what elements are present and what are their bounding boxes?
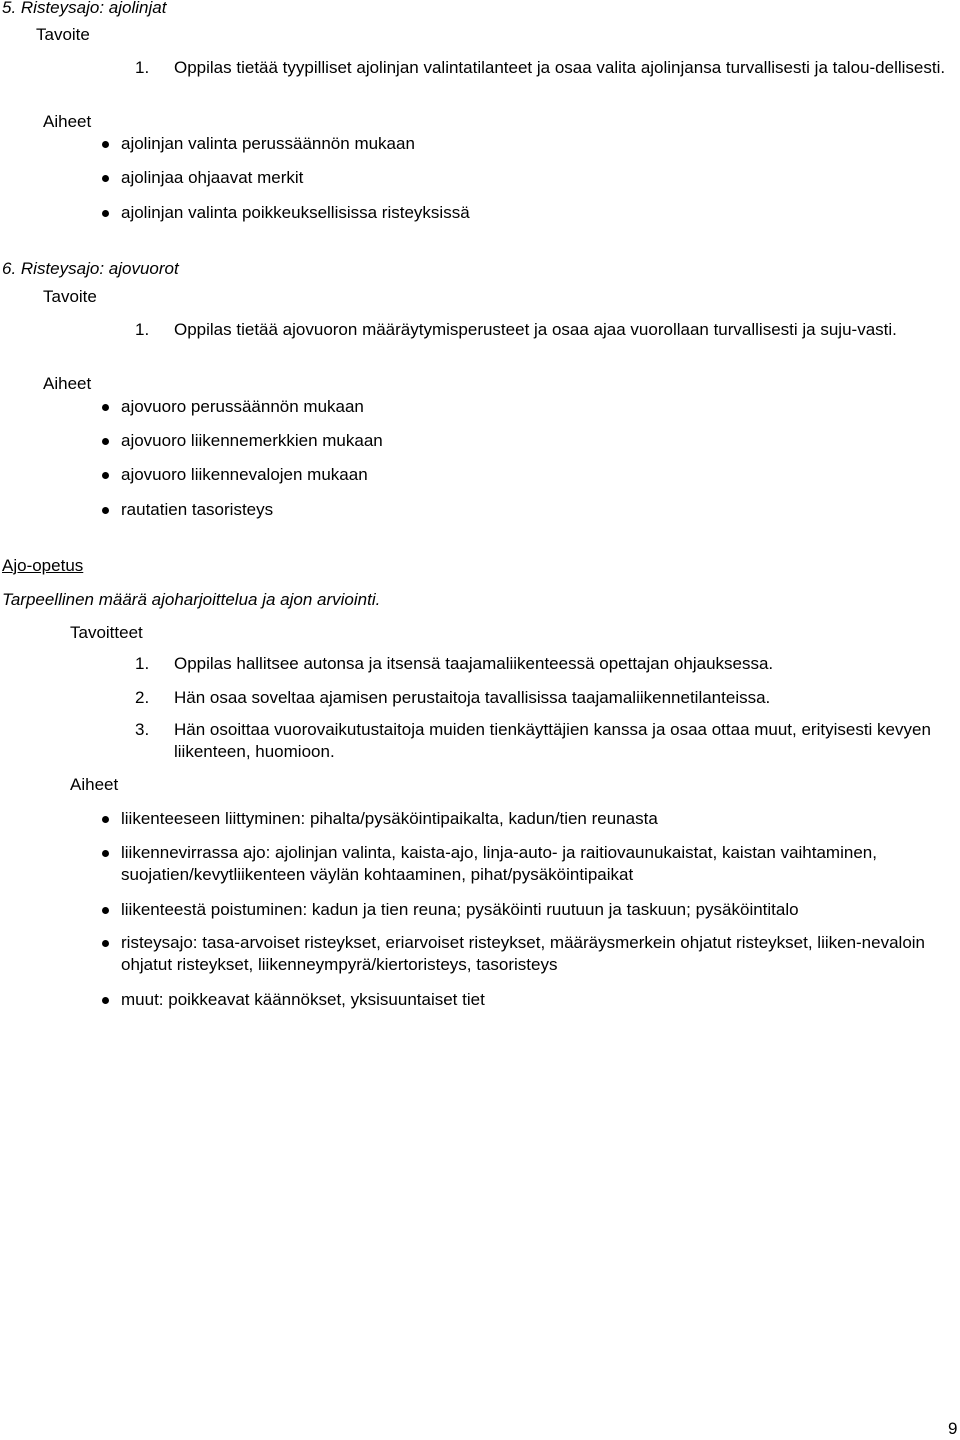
page-number: 9 [948,1419,958,1438]
bullet-icon [102,997,109,1004]
ajo-opetus-subtitle: Tarpeellinen määrä ajoharjoittelua ja ajon arviointi. [2,590,381,609]
ajo-opetus-goal-number: 3. [135,720,150,739]
ajo-opetus-goals-label: Tavoitteet [70,623,143,642]
ajo-opetus-topic: muut: poikkeavat käännökset, yksisuuntaiset tiet [121,990,485,1009]
section-5-topic: ajolinjaa ohjaavat merkit [121,168,304,187]
ajo-opetus-goal-number: 2. [135,688,150,707]
ajo-opetus-topic: liikenteeseen liittyminen: pihalta/pysäköintipaikalta, kadun/tien reunasta [121,809,658,828]
bullet-icon [102,438,109,445]
section-6-goal-text: Oppilas tietää ajovuoron määräytymisperusteet ja osaa ajaa vuorollaan turvallisesti ja suju-vasti. [174,320,897,339]
bullet-icon [102,507,109,514]
ajo-opetus-topic: risteysajo: tasa-arvoiset risteykset, eriarvoiset risteykset, määräysmerkein ohjatut risteykset, liiken-nevaloin ohjatut risteykset, liikenneympyrä/kiertoristeys, tasoristeys [121,933,926,974]
bullet-icon [102,907,109,914]
section-6-heading: 6. Risteysajo: ajovuorot [2,259,179,278]
section-6-goal-number: 1. [135,320,150,339]
bullet-icon [102,472,109,479]
section-6-topic: ajovuoro liikennevalojen mukaan [121,465,368,484]
bullet-icon [102,141,109,148]
ajo-opetus-topics-label: Aiheet [70,775,119,794]
section-6-topic: ajovuoro liikennemerkkien mukaan [121,431,383,450]
ajo-opetus-goal-text: Hän osoittaa vuorovaikutustaitoja muiden tienkäyttäjien kanssa ja osaa ottaa muut, erityisesti kevyen liikenteen, huomioon. [174,720,931,761]
section-5-goal-label: Tavoite [36,25,90,44]
section-6-topics-label: Aiheet [43,374,92,393]
bullet-icon [102,850,109,857]
bullet-icon [102,210,109,217]
section-5-topic: ajolinjan valinta perussäännön mukaan [121,134,415,153]
bullet-icon [102,940,109,947]
bullet-icon [102,175,109,182]
section-5-goal-number: 1. [135,58,150,77]
section-5-goal-text: Oppilas tietää tyypilliset ajolinjan valintatilanteet ja osaa valita ajolinjansa turvallisesti ja talou-dellisesti. [174,58,946,77]
bullet-icon [102,404,109,411]
section-6-goal-label: Tavoite [43,287,97,306]
ajo-opetus-goal-text: Oppilas hallitsee autonsa ja itsensä taajamaliikenteessä opettajan ohjauksessa. [174,654,774,673]
ajo-opetus-goal-text: Hän osaa soveltaa ajamisen perustaitoja tavallisissa taajamaliikennetilanteissa. [174,688,771,707]
ajo-opetus-topic: liikenteestä poistuminen: kadun ja tien reuna; pysäköinti ruutuun ja taskuun; pysäköintitalo [121,900,799,919]
section-5-topic: ajolinjan valinta poikkeuksellisissa risteyksissä [121,203,470,222]
section-5-topics-label: Aiheet [43,112,92,131]
bullet-icon [102,816,109,823]
section-6-topic: ajovuoro perussäännön mukaan [121,397,364,416]
section-6-topic: rautatien tasoristeys [121,500,274,519]
ajo-opetus-goal-number: 1. [135,654,150,673]
section-5-heading: 5. Risteysajo: ajolinjat [2,0,167,17]
ajo-opetus-heading: Ajo-opetus [2,556,84,575]
ajo-opetus-topic: liikennevirrassa ajo: ajolinjan valinta, kaista-ajo, linja-auto- ja raitiovaunukaistat, kaistan vaihtaminen, suojatien/kevytliikenteen väylän kohtaaminen, pihat/pysäköintipaikat [121,843,877,884]
